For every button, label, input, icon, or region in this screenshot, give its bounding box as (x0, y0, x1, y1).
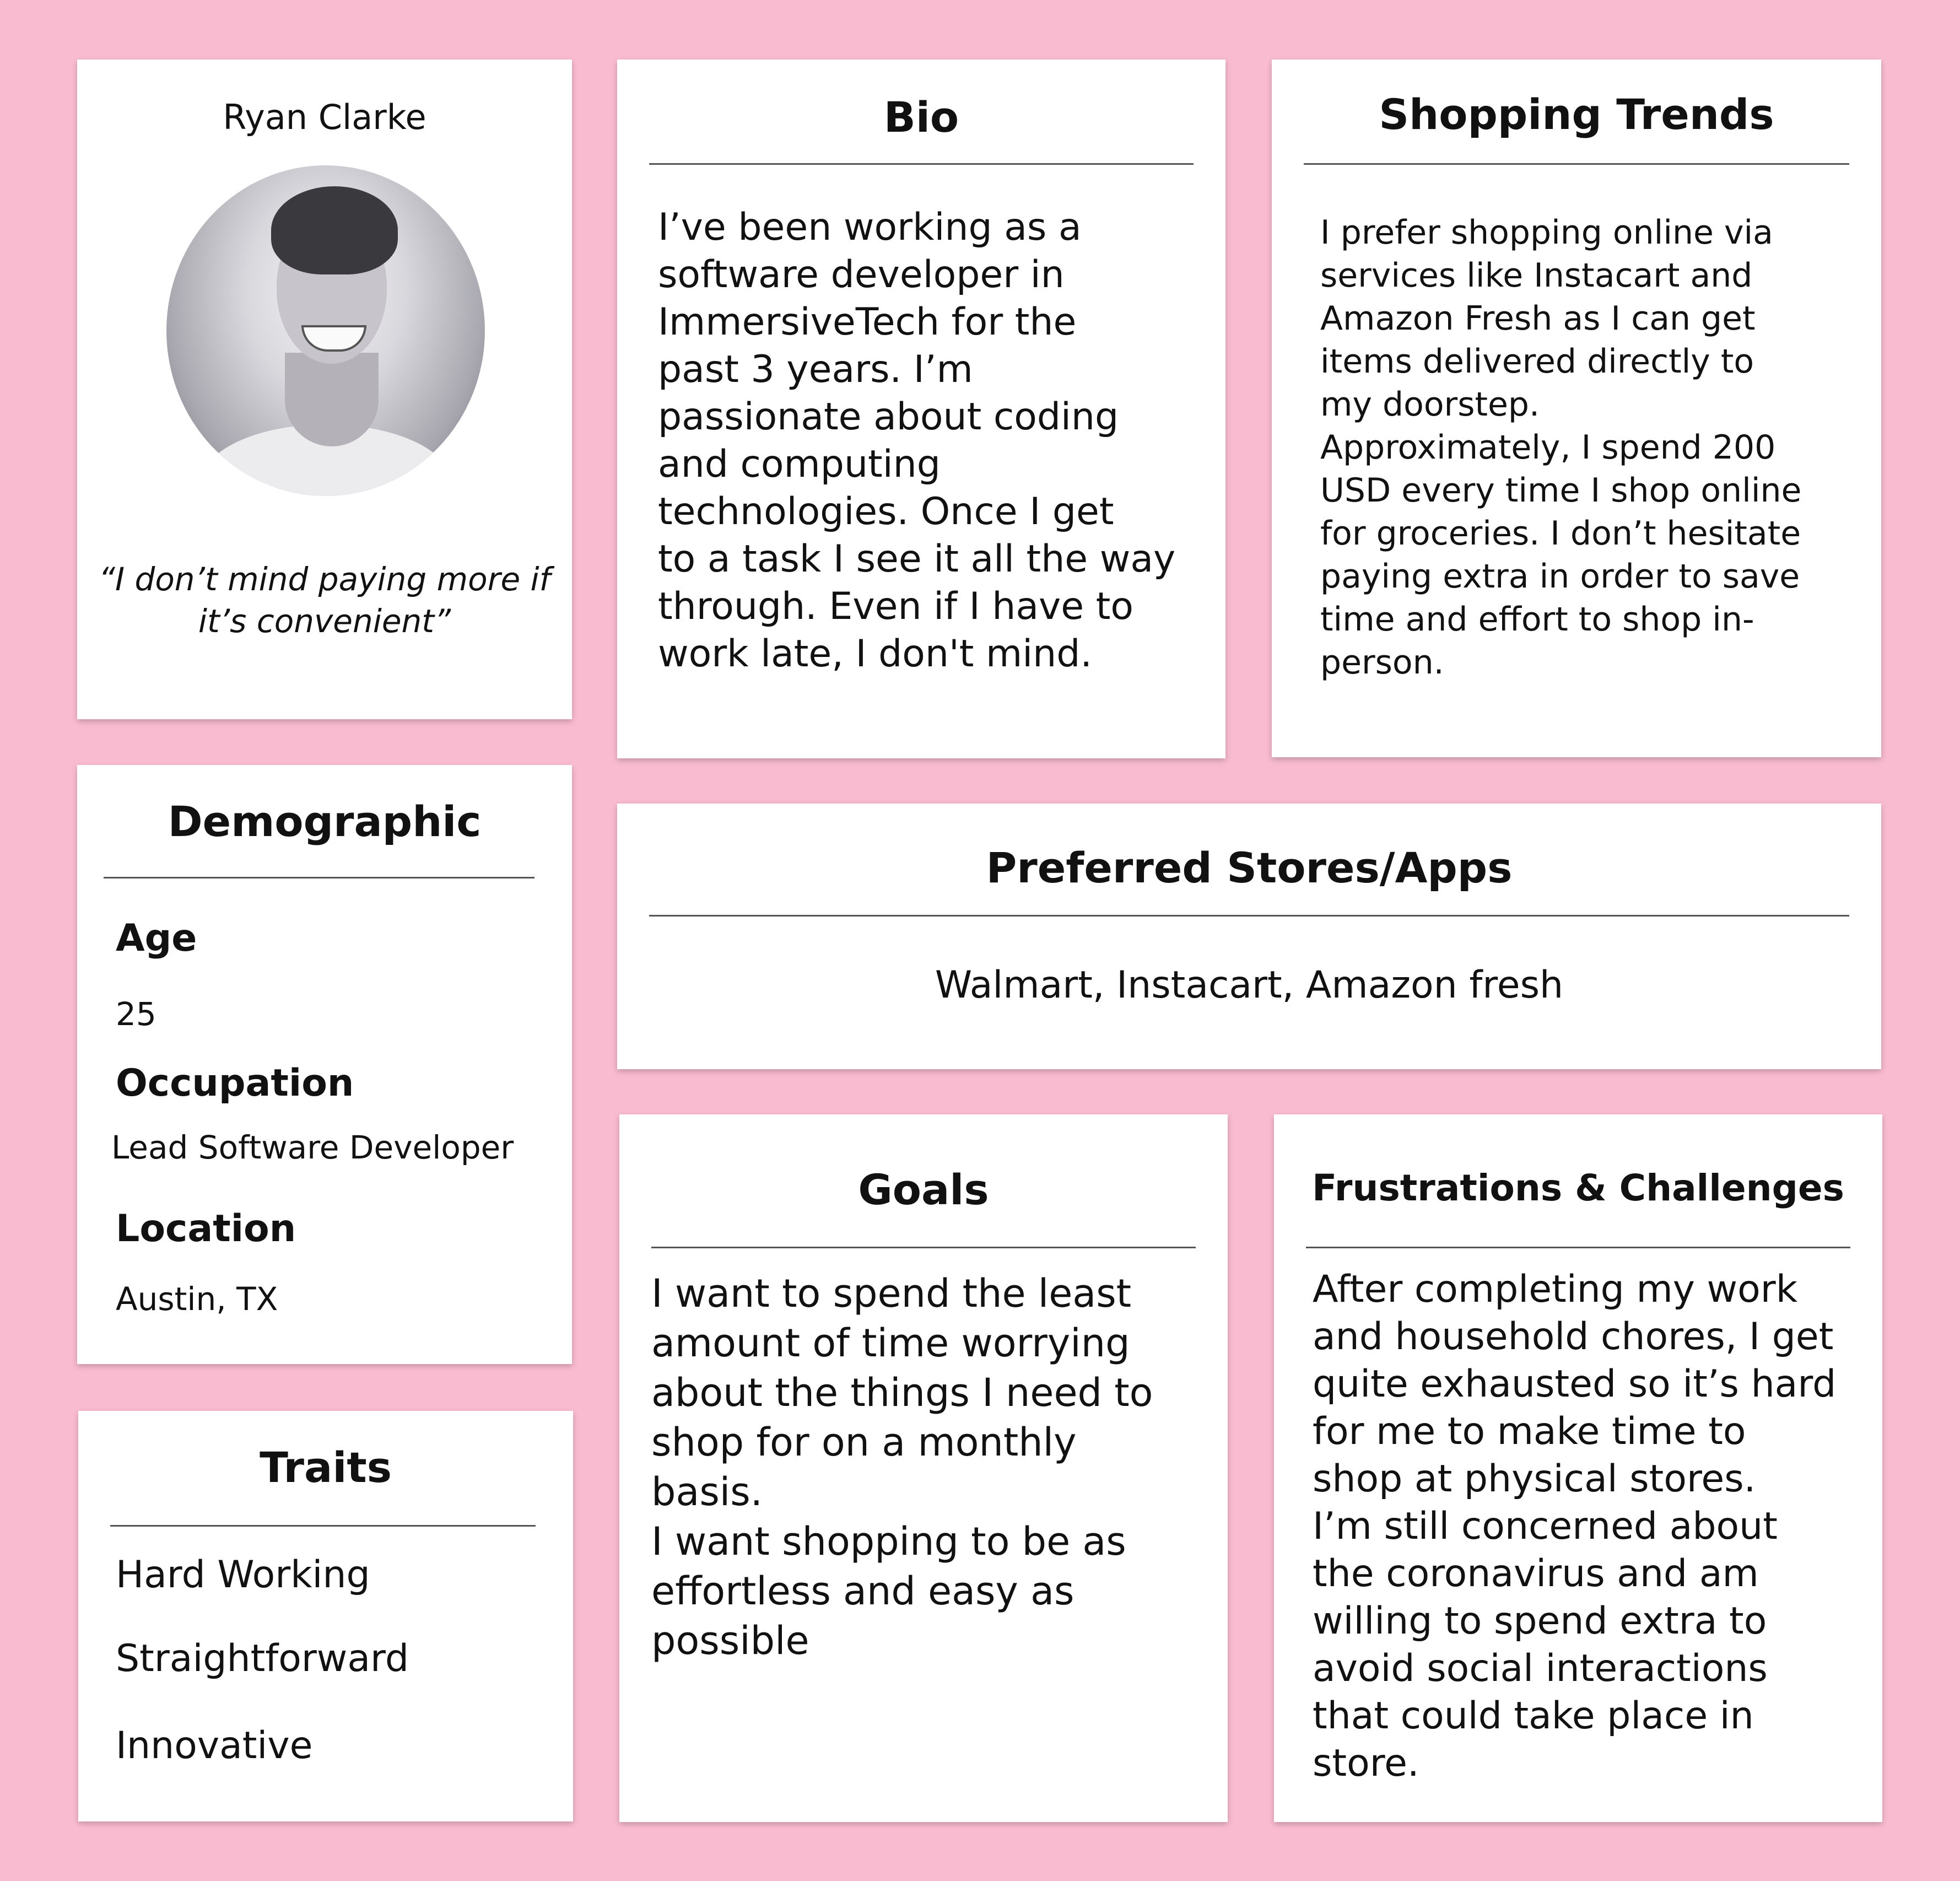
shopping-trends-card (1272, 60, 1881, 757)
trait-item: Hard Working (116, 1553, 370, 1597)
age-label: Age (116, 917, 197, 960)
bio-text: I’ve been working as a software developer in ImmersiveTech for the past 3 years. I’m passionate about coding and computing technologies. Once I get to a task I see it all the way through. Even if I have to work late, I don't mind. (658, 206, 1176, 676)
persona-quote: “I don’t mind paying more if it’s convenient” (98, 560, 551, 640)
trait-item: Straightforward (116, 1637, 409, 1680)
occupation-value: Lead Software Developer (111, 1129, 514, 1166)
shopping-trends-text: I prefer shopping online via services like Instacart and Amazon Fresh as I can get items delivered directly to my doorstep. Approximately, I spend 200 USD every time I shop online for groceries. I don’t hesitate paying extra in order to save time and effort to shop in- person. (1320, 213, 1802, 682)
persona-name: Ryan Clarke (223, 97, 426, 137)
traits-divider (110, 1525, 536, 1527)
frustrations-divider (1306, 1247, 1850, 1248)
preferred-stores-title: Preferred Stores/Apps (986, 843, 1513, 892)
traits-card (78, 1411, 573, 1821)
goals-card (619, 1114, 1228, 1822)
occupation-label: Occupation (116, 1061, 354, 1105)
shopping-trends-title: Shopping Trends (1379, 90, 1774, 139)
bio-title: Bio (883, 93, 959, 142)
trait-item: Innovative (116, 1724, 313, 1767)
location-label: Location (116, 1207, 296, 1251)
frustrations-text: After completing my work and household chores, I get quite exhausted so it’s hard for me to make time to shop at physical stores. I’m still concerned about the coronavirus and am willing to spend extra to avoid social interactions that could take place in store. (1313, 1268, 1837, 1785)
goals-text: I want to spend the least amount of time worrying about the things I need to shop for on a monthly basis. I want shopping to be as effortless and easy as possible (651, 1271, 1153, 1663)
frustrations-title: Frustrations & Challenges (1312, 1167, 1844, 1209)
preferred-stores-divider (649, 915, 1849, 917)
preferred-stores-card (617, 804, 1881, 1069)
goals-divider (651, 1247, 1196, 1248)
preferred-stores-text: Walmart, Instacart, Amazon fresh (935, 963, 1564, 1007)
profile-card (77, 60, 572, 719)
age-value: 25 (116, 995, 156, 1033)
frustrations-card (1274, 1114, 1882, 1822)
avatar (166, 165, 485, 496)
location-value: Austin, TX (116, 1280, 278, 1318)
bio-card (617, 60, 1225, 758)
demographic-divider (104, 877, 534, 878)
shopping-trends-divider (1304, 163, 1849, 165)
demographic-title: Demographic (168, 797, 482, 846)
goals-title: Goals (858, 1165, 989, 1214)
demographic-card (77, 765, 572, 1364)
traits-title: Traits (260, 1443, 392, 1492)
bio-divider (649, 163, 1194, 165)
